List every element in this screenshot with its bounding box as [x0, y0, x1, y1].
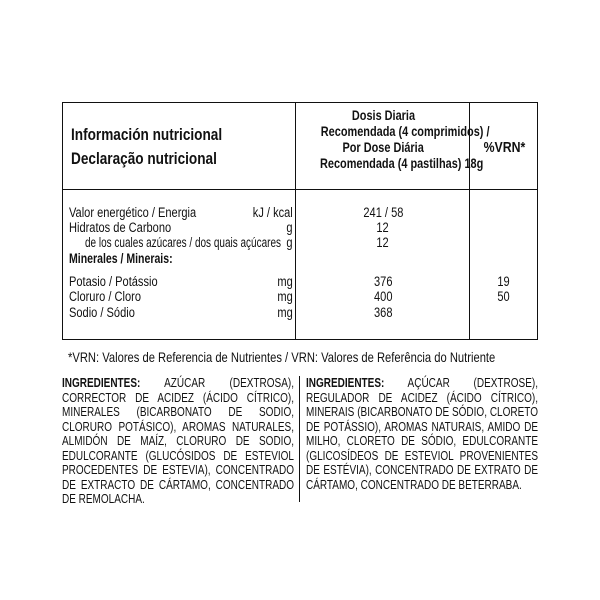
dose-line: Recomendada (4 comprimidos) / [320, 123, 490, 139]
column-divider [295, 103, 296, 339]
ingredients-label: INGREDIENTES: [306, 376, 385, 390]
row-value: 400 [373, 289, 393, 304]
row-label: Sodio / Sódio [69, 305, 135, 320]
dose-line: Por Dose Diária [342, 139, 424, 155]
nutrition-table [62, 102, 538, 340]
title-pt: Declaração nutricional [71, 149, 217, 168]
row-value: 368 [373, 305, 393, 320]
ingredients-text: AZÚCAR (DEXTROSA), CORRECTOR DE ACIDEZ (ÁCIDO CÍTRICO), MINERALES (BICARBONATO DE SODIO, CLORURO POTÁSICO), AROMAS NATURALES, ALMIDÓN DE MAÍZ, CLORURO DE SODIO, EDULCORANTE (GLUCÓSIDOS DE ESTEVIOL PROCEDENTES DE ESTEVIA), CONCENTRADO DE EXTRACTO DE CÁRTAMO, CONCENTRADO DE REMOLACHA. [62, 376, 294, 506]
row-value: 12 [376, 220, 390, 235]
row-label: Valor energético / Energia [69, 205, 197, 220]
row-label-section: Minerales / Minerais: [69, 251, 173, 266]
row-label: Potasio / Potássio [69, 274, 158, 289]
dose-line: Recomendada (4 pastilhas) 18g [320, 155, 484, 171]
row-value: 241 / 58 [362, 205, 403, 220]
row-vrn: 50 [497, 289, 511, 304]
vrn-footnote: *VRN: Valores de Referencia de Nutrientes / VRN: Valores de Referência do Nutriente [68, 349, 496, 365]
row-unit: g [286, 220, 293, 235]
dose-line: Dosis Diaria [351, 107, 415, 123]
row-unit: mg [277, 305, 293, 320]
ingredients-divider [299, 376, 300, 502]
row-label: Cloruro / Cloro [69, 289, 141, 304]
row-value: 12 [376, 235, 390, 250]
ingredients-text: AÇÚCAR (DEXTROSE), REGULADOR DE ACIDEZ (ÁCIDO CÍTRICO), MINERAIS (BICARBONATO DE SÓDIO, CLORETO DE POTÁSSIO), AROMAS NATURAIS, AMIDO DE MILHO, CLORETO DE SÓDIO, EDULCORANTE (GLICOSÍDEOS DE ESTEVIOL PROVENIENTES DE ESTÉVIA), CONCENTRADO DE EXTRATO DE CÁRTAMO, CONCENTRADO DE BETERRABA. [306, 376, 538, 492]
row-vrn: 19 [497, 274, 511, 289]
header-divider [63, 189, 537, 190]
row-value: 376 [373, 274, 393, 289]
row-label: Hidratos de Carbono [69, 220, 172, 235]
row-label: de los cuales azúcares / dos quais açúcares [85, 235, 282, 250]
ingredients-es [62, 376, 294, 507]
vrn-header: %VRN* [483, 139, 525, 156]
row-unit: mg [277, 274, 293, 289]
ingredients-pt [306, 376, 538, 492]
ingredients-label: INGREDIENTES: [62, 376, 141, 390]
row-unit: g [286, 235, 293, 250]
dose-header [297, 107, 490, 171]
title-es: Información nutricional [71, 125, 223, 144]
row-unit: kJ / kcal [253, 205, 293, 220]
row-unit: mg [277, 289, 293, 304]
